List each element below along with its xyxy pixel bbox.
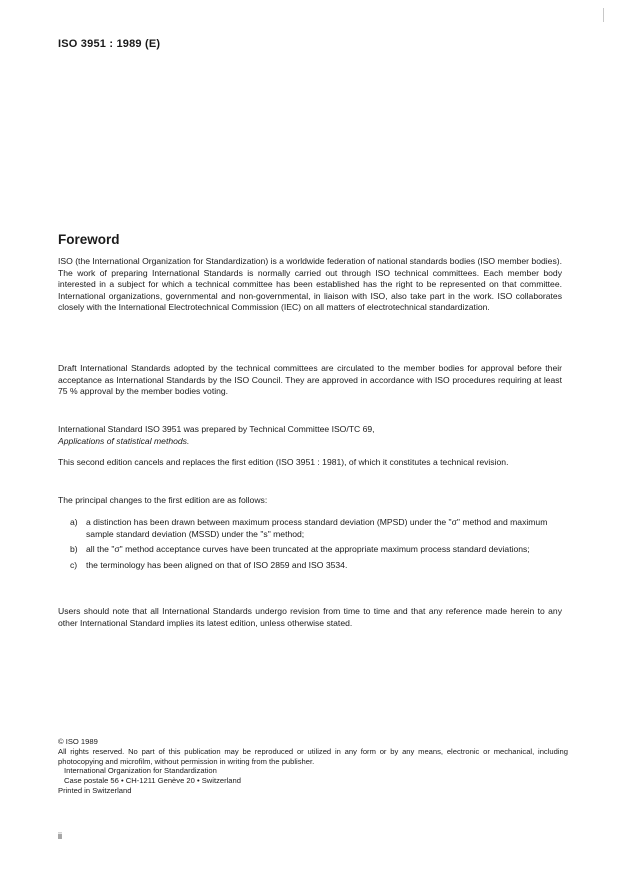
organization-address: Case postale 56 • CH-1211 Genève 20 • Switzerland [64, 776, 241, 786]
list-item [70, 517, 562, 540]
scan-artifact-line [603, 8, 604, 22]
list-item-text: a distinction has been drawn between maximum process standard deviation (MPSD) under the "σ" method and maximum sample standard deviation (MSSD) under the "s" method; [86, 517, 548, 539]
changes-list [70, 517, 562, 575]
committee-statement: International Standard ISO 3951 was prepared by Technical Committee ISO/TC 69, [58, 424, 375, 434]
foreword-paragraph-3 [58, 424, 562, 447]
list-marker: a) [70, 517, 78, 527]
committee-title: Applications of statistical methods. [58, 435, 190, 446]
list-marker: b) [70, 544, 78, 555]
foreword-paragraph-1: ISO (the International Organization for Standardization) is a worldwide federation of national standards bodies (ISO member bodies). The work of preparing International Standards is normally carried out through ISO technical committees. Each member body interested in a subject for which a technical committee has been established has the right to be represented on that committee. International organizations, governmental and non-governmental, in liaison with ISO, also take part in the work. ISO collaborates closely with the International Electrotechnical Commission (IEC) on all matters of electrotechnical standardization. [58, 256, 562, 313]
page-number: ii [58, 831, 62, 841]
organization-name: International Organization for Standardization [64, 766, 217, 776]
list-marker: c) [70, 559, 78, 570]
list-item-text: the terminology has been aligned on that of ISO 2859 and ISO 3534. [86, 559, 348, 570]
copyright-notice: © ISO 1989 [58, 737, 98, 746]
rights-statement: All rights reserved. No part of this publication may be reproduced or utilized in any form or by any means, electronic or mechanical, including photocopying and microfilm, without permission in writing from the publisher. [58, 746, 568, 766]
list-item [70, 560, 562, 572]
foreword-paragraph-5: The principal changes to the first edition are as follows: [58, 495, 268, 505]
printed-location: Printed in Switzerland [58, 785, 132, 795]
list-item-text: all the "σ" method acceptance curves have been truncated at the appropriate maximum process standard deviations; [86, 544, 530, 555]
document-identifier: ISO 3951 : 1989 (E) [58, 38, 161, 50]
foreword-heading: Foreword [58, 232, 120, 247]
foreword-paragraph-4: This second edition cancels and replaces the first edition (ISO 3951 : 1981), of which it constitutes a technical revision. [58, 457, 509, 467]
list-item [70, 544, 562, 556]
foreword-paragraph-6: Users should note that all International Standards undergo revision from time to time and that any reference made herein to any other International Standard implies its latest edition, unless otherwise stated. [58, 606, 562, 628]
copyright-block [58, 737, 568, 796]
foreword-paragraph-2: Draft International Standards adopted by the technical committees are circulated to the member bodies for approval before their acceptance as International Standards by the ISO Council. They are approved in accordance with ISO procedures requiring at least 75 % approval by the member bodies voting. [58, 363, 562, 397]
